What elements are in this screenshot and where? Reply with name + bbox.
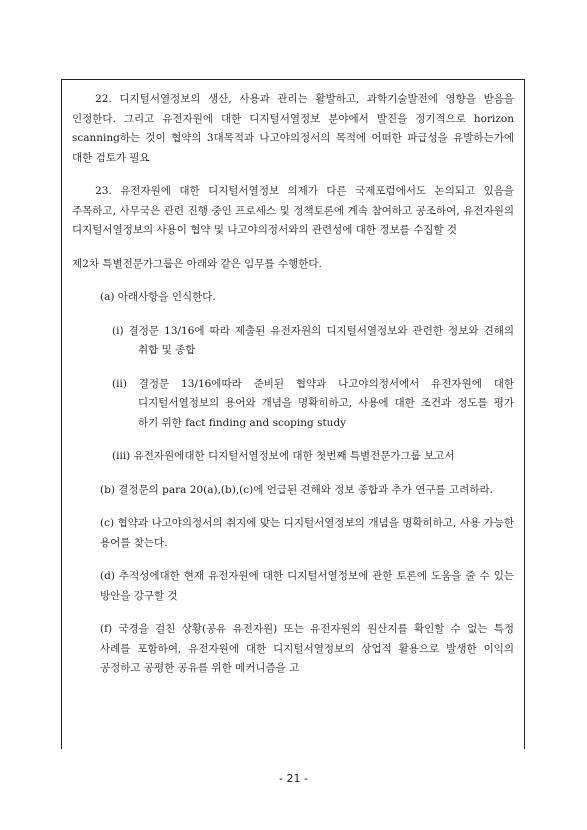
paragraph-23: 23. 유전자원에 대한 디지털서열정보 의제가 다른 국제포럼에서도 논의되고 있음을 주목하고, 사무국은 관련 진행 중인 프로세스 및 정책토론에 계속 참여하고 공조하여, 유전자원의 디지털서열정보의 사용이 협약 및 나고야의정서와의 관련성에 대한 정보를 수집할 것	[72, 185, 514, 236]
mandate-intro: 제2차 특별전문가그룹은 아래와 같은 임무를 수행한다.	[72, 257, 322, 270]
list-item-a-iii: (iii) 유전자원에대한 디지털서열정보에 대한 첫번째 특별전문가그룹 보고서	[112, 450, 455, 462]
page-number: - 21 -	[279, 772, 308, 785]
content-frame	[61, 79, 525, 749]
list-item-b: (b) 결정문의 para 20(a),(b),(c)에 언급된 견해와 정보 종합과 추가 연구를 고려하라.	[100, 483, 493, 496]
list-item-a-i: (i) 결정문 13/16에 따라 제출된 유전자원의 디지털서열정보와 관련한 정보와 견해의 취합 및 종합	[112, 324, 514, 356]
list-item-c: (c) 협약과 나고야의정서의 취지에 맞는 디지털서열정보의 개념을 명확히하고, 사용 가능한 용어를 찾는다.	[100, 517, 514, 549]
list-item-a: (a) 아래사항을 인식한다.	[100, 291, 216, 303]
document-body	[72, 90, 514, 693]
list-item-a-ii: (ii) 결정문 13/16에따라 준비된 협약과 나고야의정서에서 유전자원에 대한 디지털서열정보의 용어와 개념을 명확히하고, 사용에 대한 조건과 정도를 평가 하기 위한 fact finding and scoping study	[112, 377, 514, 429]
list-item-f: (f) 국경을 걸친 상황(공유 유전자원) 또는 유전자원의 원산지를 확인할 수 없는 특정 사례를 포함하여, 유전자원에 대한 디지털서열정보의 상업적 활용으로 발생한 이익의 공정하고 공평한 공유를 위한 메커니즘을 고	[100, 623, 514, 674]
paragraph-22: 22. 디지털서열정보의 생산, 사용과 관리는 활발하고, 과학기술발전에 영향을 받음을 인정한다. 그리고 유전자원에 대한 디지털서열정보 분야에서 발진을 정기적으로 horizon scanning하는 것이 협약의 3대목적과 나고야의정서의 목적에 어떠한 파급성을 유발하는가에 대한 검토가 필요	[72, 93, 514, 164]
list-item-d: (d) 추적성에대한 현재 유전자원에 대한 디지털서열정보에 관한 토론에 도움을 줄 수 있는 방안을 강구할 것	[100, 570, 514, 602]
